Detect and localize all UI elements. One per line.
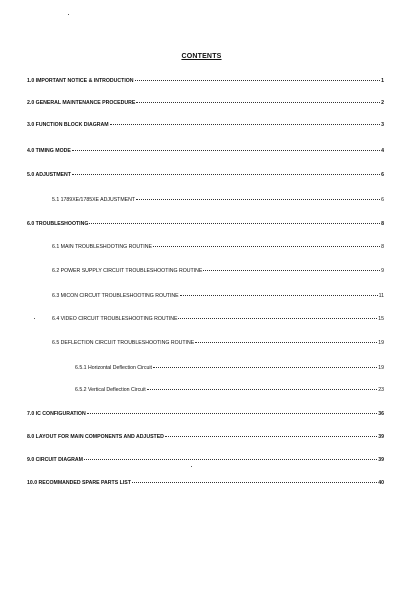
toc-entry-label: 3.0 FUNCTION BLOCK DIAGRAM bbox=[27, 122, 109, 128]
toc-entry-label: 6.0 TROUBLESHOOTING bbox=[27, 221, 89, 227]
toc-entry-page-number: 36 bbox=[378, 411, 384, 417]
toc-entry-page-number: 40 bbox=[378, 480, 384, 486]
dot-leader bbox=[89, 223, 380, 224]
dot-leader bbox=[72, 150, 380, 151]
toc-entry-page-number: 3 bbox=[381, 122, 384, 128]
dot-leader bbox=[165, 436, 377, 437]
dot-leader bbox=[136, 199, 380, 200]
toc-entry-label: 6.3 MICON CIRCUIT TROUBLESHOOTING ROUTINE bbox=[52, 293, 179, 299]
toc-entry-page-number: 6 bbox=[381, 172, 384, 178]
toc-entry[interactable] bbox=[27, 480, 384, 487]
dot-leader bbox=[153, 246, 380, 247]
toc-entry[interactable] bbox=[75, 387, 384, 394]
toc-entry-label: 2.0 GENERAL MAINTENANCE PROCEDURE bbox=[27, 100, 136, 106]
toc-entry[interactable] bbox=[27, 100, 384, 107]
toc-entry-label: 5.0 ADJUSTMENT bbox=[27, 172, 71, 178]
toc-entry-page-number: 19 bbox=[378, 365, 384, 371]
toc-entry-page-number: 2 bbox=[381, 100, 384, 106]
dot-leader bbox=[72, 174, 380, 175]
toc-entry[interactable] bbox=[27, 411, 384, 418]
toc-entry[interactable] bbox=[27, 78, 384, 85]
toc-entry[interactable] bbox=[52, 340, 384, 347]
toc-entry-label: 8.0 LAYOUT FOR MAIN COMPONENTS AND ADJUSTED bbox=[27, 434, 164, 440]
toc-entry-label: 6.4 VIDEO CIRCUIT TROUBLESHOOTING ROUTINE bbox=[52, 316, 178, 322]
toc-entry-page-number: 6 bbox=[381, 197, 384, 203]
dot-leader bbox=[132, 482, 377, 483]
toc-entry-page-number: 39 bbox=[378, 457, 384, 463]
toc-entry[interactable] bbox=[27, 148, 384, 155]
toc-entry[interactable] bbox=[52, 293, 384, 300]
toc-entry-label: 6.1 MAIN TROUBLESHOOTING ROUTINE bbox=[52, 244, 152, 250]
toc-entry[interactable] bbox=[27, 434, 384, 441]
toc-entry[interactable] bbox=[27, 221, 384, 228]
toc-entry[interactable] bbox=[27, 122, 384, 129]
toc-entry-label: 5.1 1789XE/1785XE ADJUSTMENT bbox=[52, 197, 136, 203]
toc-entry-page-number: 4 bbox=[381, 148, 384, 154]
contents-title: CONTENTS bbox=[181, 53, 222, 60]
dot-leader bbox=[195, 342, 377, 343]
toc-entry-label: 6.2 POWER SUPPLY CIRCUIT TROUBLESHOOTING ROUTINE bbox=[52, 268, 203, 274]
dot-leader bbox=[110, 124, 381, 125]
toc-entry[interactable] bbox=[27, 172, 384, 179]
dot-leader bbox=[153, 367, 377, 368]
toc-entry[interactable] bbox=[52, 197, 384, 204]
dot-leader bbox=[135, 80, 381, 81]
toc-entry[interactable] bbox=[52, 316, 384, 323]
toc-entry[interactable] bbox=[75, 365, 384, 372]
toc-entry-page-number: 8 bbox=[381, 221, 384, 227]
toc-entry-label: 4.0 TIMING MODE bbox=[27, 148, 71, 154]
dot-leader bbox=[136, 102, 380, 103]
toc-entry-label: 6.5.1 Horizontal Deflection Circuit bbox=[75, 365, 152, 371]
toc-entry[interactable] bbox=[27, 457, 384, 464]
toc-entry-label: 6.5.2 Vertical Deflection Circuit bbox=[75, 387, 146, 393]
toc-entry-page-number: 15 bbox=[378, 316, 384, 322]
toc-entry-label: 6.5 DEFLECTION CIRCUIT TROUBLESHOOTING ROUTINE bbox=[52, 340, 195, 346]
toc-entry-page-number: 9 bbox=[381, 268, 384, 274]
toc-entry-page-number: 1 bbox=[381, 78, 384, 84]
dot-leader bbox=[178, 318, 377, 319]
dot-leader bbox=[203, 270, 380, 271]
dot-leader bbox=[84, 459, 377, 460]
toc-entry-label: 9.0 CIRCUIT DIAGRAM bbox=[27, 457, 83, 463]
toc-entry-page-number: 8 bbox=[381, 244, 384, 250]
toc-entry-label: 10.0 RECOMMANDED SPARE PARTS LIST bbox=[27, 480, 131, 486]
toc-entry[interactable] bbox=[52, 244, 384, 251]
toc-entry-label: 7.0 IC CONFIGURATION bbox=[27, 411, 86, 417]
dot-leader bbox=[180, 295, 378, 296]
dot-leader bbox=[147, 389, 378, 390]
toc-entry-page-number: 19 bbox=[378, 340, 384, 346]
toc-entry-label: 1.0 IMPORTANT NOTICE & INTRODUCTION bbox=[27, 78, 134, 84]
dot-leader bbox=[87, 413, 378, 414]
toc-entry[interactable] bbox=[52, 268, 384, 275]
toc-entry-page-number: 23 bbox=[378, 387, 384, 393]
toc-entry-page-number: 39 bbox=[378, 434, 384, 440]
toc-entry-page-number: 11 bbox=[378, 293, 384, 299]
